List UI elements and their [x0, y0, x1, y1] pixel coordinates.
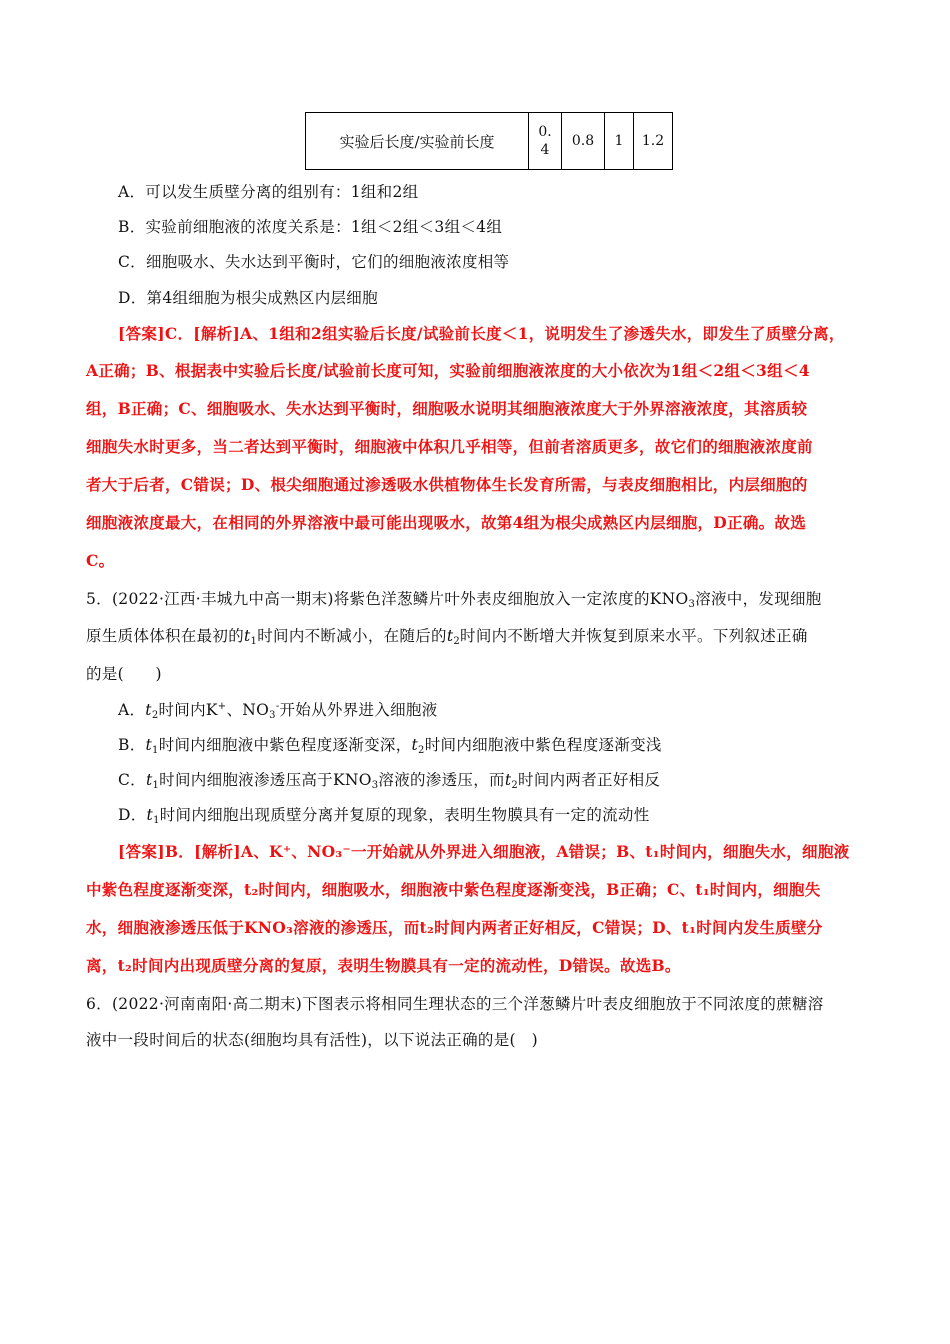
q4-option-b: B．实验前细胞液的浓度关系是：1组＜2组＜3组＜4组	[118, 218, 503, 236]
q5-answer-line: 中紫色程度逐渐变深，t₂时间内，细胞吸水，细胞液中紫色程度逐渐变浅，B正确；C、t₁时间内，细胞失	[86, 880, 821, 899]
q5-option-b: B．$t_1$时间内细胞液中紫色程度逐渐变深，$t_2$时间内细胞液中紫色程度逐渐变浅	[118, 736, 662, 756]
q5-answer-line: 水，细胞液渗透压低于KNO₃溶液的渗透压，而t₂时间内两者正好相反，C错误；D、t₁时间内发生质壁分	[86, 918, 823, 937]
q5-stem-line-3: 的是( )	[86, 665, 162, 683]
q4-answer-line: [答案]C．[解析]A、1组和2组实验后长度/试验前长度＜1，说明发生了渗透失水，即发生了质壁分离，	[118, 324, 845, 343]
q4-answer-line: A正确；B、根据表中实验后长度/试验前长度可知，实验前细胞液浓度的大小依次为1组＜2组＜3组＜4	[86, 361, 810, 380]
q4-option-c: C．细胞吸水、失水达到平衡时，它们的细胞液浓度相等	[118, 253, 510, 271]
q5-stem-line-2: 原生质体体积在最初的$t_1$时间内不断减小，在随后的$t_2$时间内不断增大并恢复到原来水平。下列叙述正确	[86, 627, 808, 647]
q4-answer-line: 组，B正确；C、细胞吸水、失水达到平衡时，细胞吸水说明其细胞液浓度大于外界溶液浓度，其溶质较	[86, 399, 808, 418]
q4-answer-line: 细胞失水时更多，当二者达到平衡时，细胞液中体积几乎相等，但前者溶质更多，故它们的细胞液浓度前	[86, 437, 813, 456]
table-cell-1: 0. 4	[529, 113, 562, 170]
q4-answer-line: 细胞液浓度最大，在相同的外界溶液中最可能出现吸水，故第4组为根尖成熟区内层细胞，D正确。故选	[86, 513, 807, 532]
q5-stem-line-1: 5．(2022·江西·丰城九中高一期末)将紫色洋葱鳞片叶外表皮细胞放入一定浓度的$KNO_3$溶液中，发现细胞	[86, 590, 822, 610]
q6-stem-line-1: 6．(2022·河南南阳·高二期末)下图表示将相同生理状态的三个洋葱鳞片叶表皮细胞放于不同浓度的蔗糖溶	[86, 995, 824, 1013]
q5-answer-line: 离，t₂时间内出现质壁分离的复原，表明生物膜具有一定的流动性，D错误。故选B。	[86, 956, 681, 975]
q5-option-c: C．$t_1$时间内细胞液渗透压高于$KNO_3$溶液的渗透压，而$t_2$时间内两者正好相反	[118, 771, 661, 791]
table-row	[306, 113, 673, 170]
q4-option-d: D．第4组细胞为根尖成熟区内层细胞	[118, 289, 378, 307]
table-cell-4: 1.2	[634, 113, 673, 170]
q6-stem-line-2: 液中一段时间后的状态(细胞均具有活性)，以下说法正确的是( )	[86, 1031, 538, 1049]
q5-answer-line: [答案]B．[解析]A、K⁺、NO₃⁻一开始就从外界进入细胞液，A错误；B、t₁时间内，细胞失水，细胞液	[118, 842, 850, 861]
table-cell-2: 0.8	[562, 113, 605, 170]
q5-option-d: D．$t_1$时间内细胞出现质壁分离并复原的现象，表明生物膜具有一定的流动性	[118, 806, 650, 826]
data-table	[305, 112, 673, 170]
q5-option-a: A．$t_2$时间内K+、$NO_3^-$开始从外界进入细胞液	[118, 701, 438, 721]
q4-answer-line: 者大于后者，C错误；D、根尖细胞通过渗透吸水供植物体生长发育所需，与表皮细胞相比，内层细胞的	[86, 475, 808, 494]
q4-option-a: A．可以发生质壁分离的组别有：1组和2组	[118, 183, 419, 201]
q4-answer-line: C。	[86, 551, 115, 570]
table-cell-3: 1	[605, 113, 634, 170]
table-label-cell: 实验后长度/实验前长度	[306, 113, 529, 170]
